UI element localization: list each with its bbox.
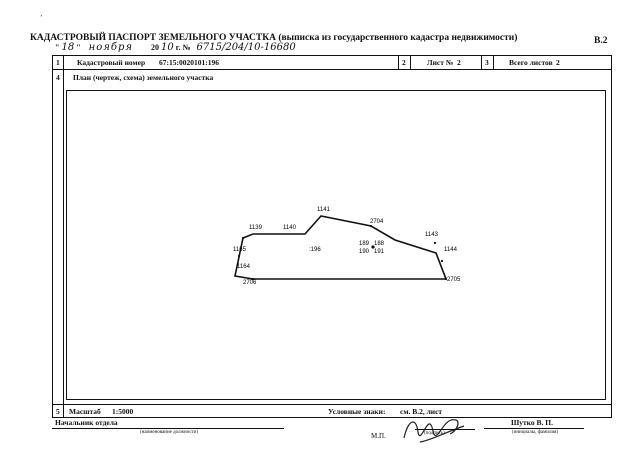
boundary-point-marker — [370, 225, 372, 227]
document-title: КАДАСТРОВЫЙ ПАСПОРТ ЗЕМЕЛЬНОГО УЧАСТКА (выписка из государственного кадастра недвижимости) — [30, 33, 518, 43]
plot-drawing — [67, 91, 607, 401]
inner-point-label-190: 190 — [359, 249, 370, 255]
signature — [398, 412, 470, 448]
signature-line — [415, 429, 475, 430]
row5-number: 5 — [56, 407, 60, 416]
row1-divider — [53, 69, 611, 70]
plot-boundary — [235, 216, 446, 279]
date-year-prefix: 20 — [151, 43, 159, 52]
point-label-1164: 1164 — [237, 264, 250, 270]
total-sheets-label: Всего листов — [509, 58, 553, 67]
boundary-point-marker — [441, 260, 443, 262]
point-label-2705: 2705 — [447, 277, 461, 283]
row5-divider — [53, 404, 611, 405]
inner-point-label-188: 188 — [374, 241, 385, 247]
row1-divider-b — [410, 56, 411, 69]
signature-hint: (подпись) — [424, 431, 445, 436]
row1-number: 1 — [56, 58, 60, 67]
cadastral-number-value: 67:15:0020101:196 — [159, 58, 219, 67]
row1-divider-d — [493, 56, 494, 69]
name-hint: (инициалы, фамилия) — [512, 430, 559, 435]
row1-divider-a — [398, 56, 399, 69]
position-hint: (наименование должности) — [140, 430, 199, 435]
inner-point-label-189: 189 — [359, 241, 370, 247]
cadastral-number-label: Кадастровый номер — [77, 58, 146, 67]
point-label-2704: 2704 — [370, 219, 384, 225]
date-month: ноября — [88, 42, 133, 53]
document-number: 6715/204/10-16680 — [196, 42, 296, 53]
corner-mark: ’ — [40, 14, 43, 22]
point-label-1165: 1165 — [233, 247, 246, 253]
point-label-1141: 1141 — [317, 207, 330, 213]
date-year-suffix: г. № — [175, 43, 191, 52]
row1-column3-number: 3 — [485, 58, 489, 67]
scale-label: Масштаб — [69, 407, 101, 416]
official-name: Шутко В. П. — [511, 418, 553, 427]
legend-value: см. В.2, лист — [400, 407, 443, 416]
plan-label: План (чертеж, схема) земельного участка — [73, 73, 214, 82]
name-line — [484, 428, 584, 429]
boundary-point-marker — [434, 242, 436, 244]
point-label-1140: 1140 — [283, 225, 296, 231]
stamp-place: М.П. — [371, 432, 386, 440]
sheet-number-label: Лист № — [427, 58, 454, 67]
point-label-1139: 1139 — [249, 225, 262, 231]
sheet-code: В.2 — [594, 36, 608, 46]
position-line — [52, 428, 284, 429]
date-day: 18 — [61, 42, 75, 53]
inner-point-label-191: 191 — [374, 249, 385, 255]
point-label-2706: 2706 — [243, 280, 257, 286]
point-label-1144: 1144 — [444, 247, 457, 253]
position-title: Начальник отдела — [55, 418, 118, 427]
row1-divider-c — [481, 56, 482, 69]
number-column-divider — [63, 56, 64, 417]
scale-value: 1:5000 — [112, 407, 134, 416]
row1-column2-number: 2 — [402, 58, 406, 67]
date-year: 10 — [161, 42, 174, 53]
total-sheets-value: 2 — [556, 58, 560, 67]
point-label-1143: 1143 — [425, 232, 438, 238]
date-line — [55, 42, 296, 53]
row4-number: 4 — [56, 73, 60, 82]
legend-label: Условные знаки: — [328, 407, 386, 416]
boundary-point-marker — [242, 237, 244, 239]
date-open-quote: " — [55, 43, 60, 52]
date-close-quote: " — [76, 43, 81, 52]
land-plot-plan — [66, 90, 606, 400]
parcel-center-label: :196 — [309, 247, 321, 253]
sheet-number-value: 2 — [457, 58, 461, 67]
boundary-point-marker — [238, 255, 240, 257]
